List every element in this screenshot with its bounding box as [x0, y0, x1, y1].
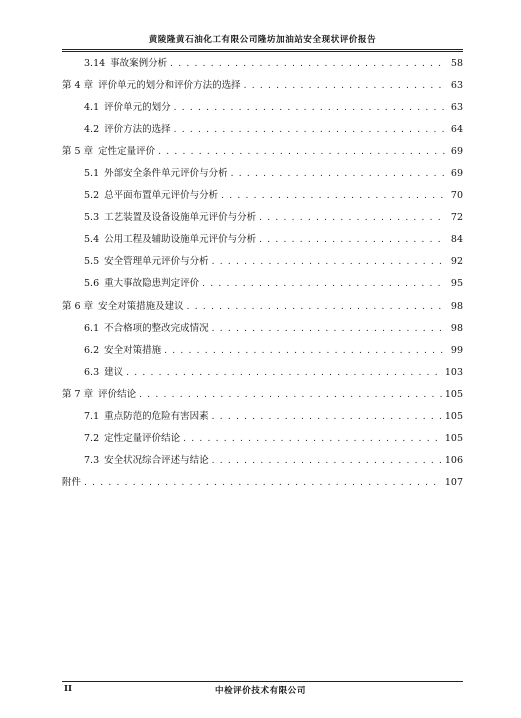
toc-entry[interactable]: [62, 251, 463, 273]
toc-entry-page: 84: [450, 234, 463, 246]
toc-entry[interactable]: [62, 428, 463, 450]
toc-entry-number: 5.4: [84, 234, 100, 246]
toc-entry[interactable]: [62, 450, 463, 472]
toc-entry-number: 7.2: [84, 432, 100, 444]
toc-entry[interactable]: [62, 472, 463, 494]
toc-entry-title: 总平面布置单元评价与分析: [104, 190, 219, 202]
toc-entry[interactable]: [62, 296, 463, 318]
toc-entry-title: 附件: [62, 476, 82, 488]
toc-entry[interactable]: [62, 340, 463, 362]
toc-entry-page: 98: [450, 322, 463, 334]
toc-dot-leader: [164, 340, 446, 362]
toc-entry[interactable]: [62, 75, 463, 97]
toc-entry-title: 事故案例分析: [110, 58, 168, 69]
toc-entry-number: 5.1: [84, 168, 100, 180]
toc-entry-page: 70: [450, 190, 463, 202]
toc-dot-leader: [244, 75, 446, 97]
toc-entry-title: 评价方法的选择: [104, 124, 171, 136]
toc-dot-leader: [231, 163, 446, 185]
toc-entry-page: 58: [450, 58, 463, 69]
toc-entry-page: 69: [450, 146, 463, 158]
toc-entry-page: 72: [450, 212, 463, 224]
footer-company: 中检评价技术有限公司: [214, 686, 306, 696]
toc-entry-page: 63: [450, 80, 463, 92]
toc-dot-leader: [187, 296, 446, 318]
toc-entry-page: 95: [450, 278, 463, 290]
toc-dot-leader: [212, 450, 442, 472]
toc-entry-title: 定性定量评价: [98, 146, 156, 158]
toc-entry-page: 105: [444, 410, 463, 422]
toc-entry-title: 重大事故隐患判定评价: [104, 278, 200, 290]
toc-dot-leader: [259, 207, 446, 229]
toc-entry[interactable]: [62, 229, 463, 251]
toc-entry-page: 69: [450, 168, 463, 180]
table-of-contents: [62, 53, 463, 494]
toc-dot-leader: [202, 273, 446, 295]
toc-entry-number: 7.1: [84, 410, 100, 422]
toc-dot-leader: [158, 141, 446, 163]
toc-entry-title: 公用工程及辅助设施单元评价与分析: [104, 234, 257, 246]
toc-entry[interactable]: [62, 119, 463, 141]
toc-entry-number: 第 7 章: [62, 388, 94, 400]
toc-entry-title: 评价单元的划分和评价方法的选择: [98, 80, 241, 92]
toc-entry-page: 105: [444, 432, 463, 444]
toc-entry-title: 安全对策措施: [104, 344, 162, 356]
toc-dot-leader: [174, 119, 446, 141]
toc-dot-leader: [126, 362, 442, 384]
toc-entry-number: 4.2: [84, 124, 100, 136]
toc-entry[interactable]: [62, 97, 463, 119]
toc-entry[interactable]: [62, 273, 463, 295]
toc-dot-leader: [139, 384, 442, 406]
toc-entry-number: 第 4 章: [62, 80, 94, 92]
toc-entry[interactable]: [62, 141, 463, 163]
toc-dot-leader: [259, 229, 446, 251]
toc-dot-leader: [183, 428, 442, 450]
toc-entry-page: 98: [450, 300, 463, 312]
toc-entry-number: 5.2: [84, 190, 100, 202]
footer-page-number: II: [64, 684, 72, 694]
page-header-title: 黄陵隆黄石油化工有限公司隆坊加油站安全现状评价报告: [148, 35, 377, 45]
toc-entry-title: 不合格项的整改完成情况: [104, 322, 209, 334]
toc-entry-number: 3.14: [84, 58, 106, 69]
toc-entry[interactable]: [62, 185, 463, 207]
toc-entry-title: 定性定量评价结论: [104, 432, 181, 444]
toc-entry-number: 6.1: [84, 322, 100, 334]
toc-dot-leader: [212, 251, 446, 273]
toc-entry-page: 106: [444, 454, 463, 466]
toc-dot-leader: [84, 472, 442, 494]
toc-entry-title: 评价单元的划分: [104, 102, 171, 114]
header-rule: [62, 49, 463, 52]
toc-entry[interactable]: [62, 318, 463, 340]
toc-entry-number: 6.3: [84, 366, 100, 378]
toc-entry-page: 92: [450, 256, 463, 268]
footer-rule: [62, 681, 463, 682]
toc-entry-page: 64: [450, 124, 463, 136]
toc-entry-number: 5.6: [84, 278, 100, 290]
toc-entry-number: 4.1: [84, 102, 100, 114]
toc-dot-leader: [212, 318, 446, 340]
toc-entry-page: 107: [444, 476, 463, 488]
toc-entry-page: 105: [444, 388, 463, 400]
toc-entry-number: 7.3: [84, 454, 100, 466]
toc-dot-leader: [221, 185, 446, 207]
toc-dot-leader: [170, 53, 446, 75]
toc-entry-page: 99: [450, 344, 463, 356]
toc-entry-title: 工艺装置及设备设施单元评价与分析: [104, 212, 257, 224]
toc-entry-title: 重点防范的危险有害因素: [104, 410, 209, 422]
toc-dot-leader: [174, 97, 446, 119]
toc-entry[interactable]: [62, 207, 463, 229]
toc-entry-page: 63: [450, 102, 463, 114]
toc-entry[interactable]: [62, 406, 463, 428]
toc-entry[interactable]: [62, 384, 463, 406]
toc-entry-title: 评价结论: [98, 388, 137, 400]
toc-entry-title: 外部安全条件单元评价与分析: [104, 168, 228, 180]
toc-entry[interactable]: [62, 362, 463, 384]
toc-entry-title: 建议: [104, 366, 124, 378]
toc-entry[interactable]: [62, 163, 463, 185]
toc-dot-leader: [212, 406, 442, 428]
toc-entry[interactable]: [62, 53, 463, 75]
toc-entry-number: 6.2: [84, 344, 100, 356]
toc-entry-page: 103: [444, 366, 463, 378]
toc-entry-number: 5.5: [84, 256, 100, 268]
toc-entry-number: 5.3: [84, 212, 100, 224]
toc-entry-title: 安全对策措施及建议: [98, 300, 184, 312]
toc-entry-title: 安全状况综合评述与结论: [104, 454, 209, 466]
toc-entry-number: 第 5 章: [62, 146, 94, 158]
toc-entry-title: 安全管理单元评价与分析: [104, 256, 209, 268]
toc-entry-number: 第 6 章: [62, 300, 94, 312]
